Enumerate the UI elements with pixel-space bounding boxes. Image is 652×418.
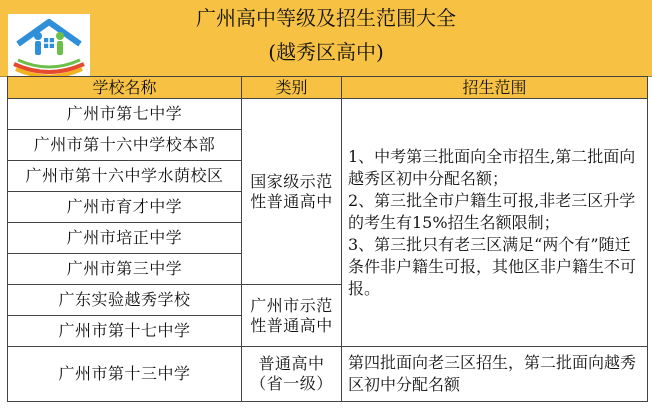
col-header-school: 学校名称: [8, 77, 242, 99]
table-row: [8, 347, 648, 402]
school-name: 广州市育才中学: [8, 192, 242, 223]
category-national: 国家级示范性普通高中: [242, 99, 342, 285]
range-item: 3、第三批只有老三区满足“两个有”随迁条件非户籍生可报，其他区非户籍生不可报。: [348, 234, 637, 298]
school-name: 广州市第十六中学校本部: [8, 130, 242, 161]
table-header-row: [8, 77, 648, 99]
school-name: 广州市第三中学: [8, 254, 242, 285]
col-header-range: 招生范围: [342, 77, 648, 99]
page-subtitle: (越秀区高中): [268, 40, 384, 64]
range-item: 1、中考第三批面向全市招生,第二批面向越秀区初中分配名额；: [348, 146, 636, 188]
range-main: [342, 99, 648, 347]
category-city: 广州市示范性普通高中: [242, 285, 342, 347]
school-name: 广东实验越秀学校: [8, 285, 242, 316]
school-name: 广州市第十三中学: [8, 347, 242, 402]
school-name: 广州市第十六中学水荫校区: [8, 161, 242, 192]
house-family-logo-icon: [8, 14, 90, 76]
school-name: 广州市培正中学: [8, 223, 242, 254]
admission-table: [7, 76, 648, 402]
category-provincial: 普通高中（省一级）: [242, 347, 342, 402]
table-row: [8, 99, 648, 130]
title-banner: [0, 0, 652, 77]
range-item: 2、第三批全市户籍生可报,非老三区升学的考生有15%招生名额限制；: [348, 190, 636, 232]
school-name: 广州市第七中学: [8, 99, 242, 130]
range-last: 第四批面向老三区招生，第二批面向越秀区初中分配名额: [342, 347, 648, 402]
col-header-category: 类别: [242, 77, 342, 99]
page-title: 广州高中等级及招生范围大全: [196, 6, 456, 30]
school-name: 广州市第十七中学: [8, 316, 242, 347]
